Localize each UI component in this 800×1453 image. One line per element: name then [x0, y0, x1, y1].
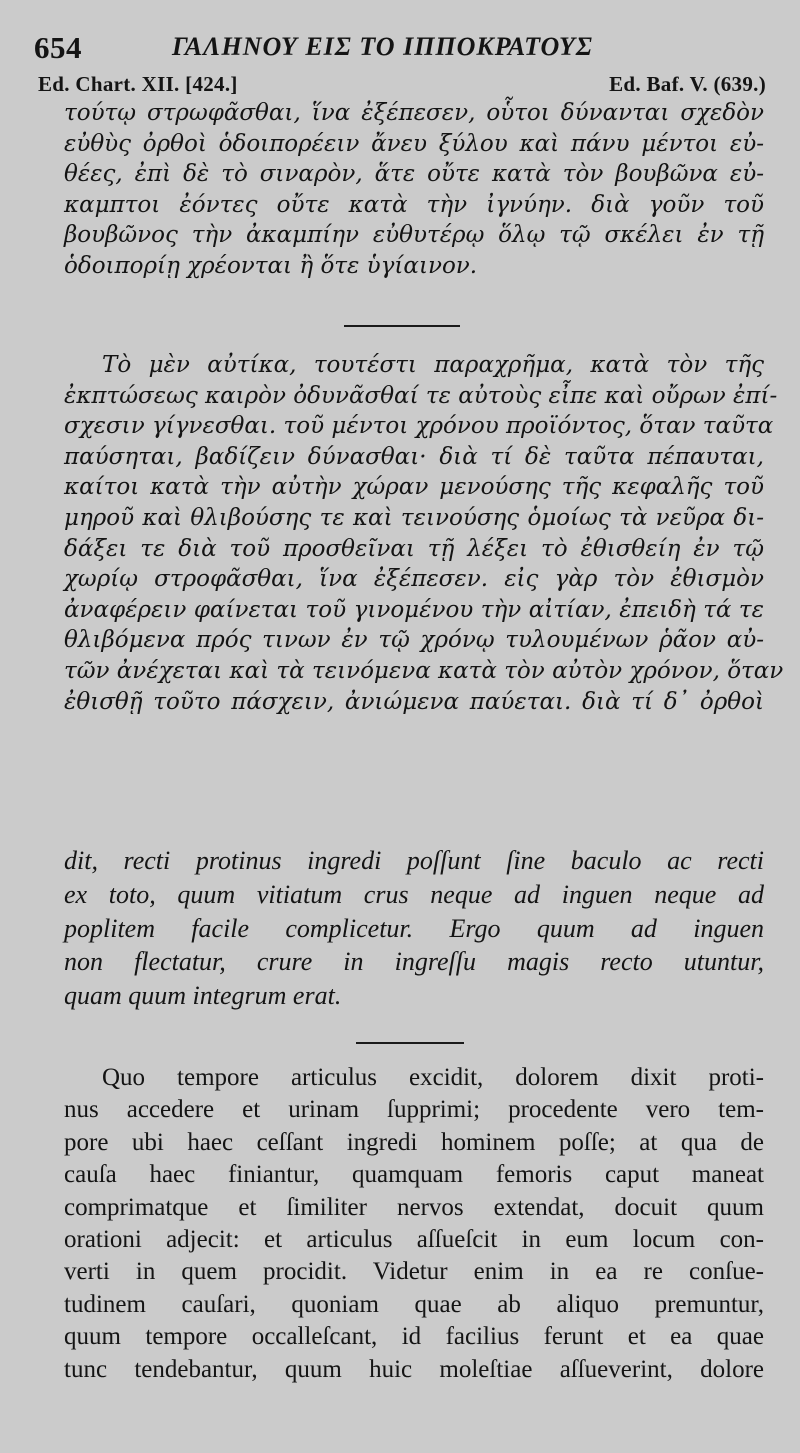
- text-line: εὐθὺς ὀρθοὶ ὁδοιπορέειν ἄνευ ξύλου καὶ πάνυ μέντοι εὐ-: [64, 130, 764, 157]
- section-divider: [356, 1042, 464, 1044]
- text-line: verti in quem procidit. Videtur enim in ea re conſue-: [64, 1258, 764, 1286]
- text-line: θέες, ἐπὶ δὲ τὸ σιναρὸν, ἅτε οὔτε κατὰ τὸν βουβῶνα εὐ-: [64, 161, 764, 188]
- text-line: ex toto, quum vitiatum crus neque ad inguen neque ad: [64, 879, 764, 909]
- text-line: χωρίῳ στροφᾶσθαι, ἵνα ἐξέπεσεν. εἰς γὰρ τὸν ἐθισμὸν: [64, 566, 764, 593]
- text-line: καίτοι κατὰ τὴν αὐτὴν χώραν μενούσης τῆς κεφαλῆς τοῦ: [64, 474, 764, 501]
- text-line: pore ubi haec ceſſant ingredi hominem poſſe; at qua de: [64, 1128, 764, 1156]
- text-line: comprimatque et ſimiliter nervos extendat, docuit quum: [64, 1193, 764, 1221]
- text-line: quum tempore occalleſcant, id facilius ferunt et ea quae: [64, 1323, 764, 1351]
- text-line: non flectatur, crure in ingreſſu magis recto utuntur,: [64, 947, 764, 977]
- text-line: ἀναφέρειν φαίνεται τοῦ γινομένου τὴν αἰτίαν, ἐπειδὴ τά τε: [64, 596, 764, 623]
- edition-reference-basel: Ed. Baf. V. (639.): [609, 72, 766, 96]
- text-line: ἐκπτώσεως καιρὸν ὀδυνᾶσθαί τε αὐτοὺς εἶπε καὶ οὔρων ἐπί-: [64, 382, 778, 409]
- text-line: dit, recti protinus ingredi poſſunt ſine baculo ac recti: [64, 846, 764, 875]
- text-line: βουβῶνος τὴν ἀκαμπίην εὐθυτέρῳ ὅλῳ τῷ σκέλει ἐν τῇ: [64, 222, 764, 249]
- page-number: 654: [34, 30, 82, 65]
- text-line: tunc tendebantur, quum huic moleſtiae aſſueverint, dolore: [64, 1355, 764, 1383]
- text-line: cauſa haec finiantur, quamquam femoris caput maneat: [64, 1161, 764, 1189]
- section-divider: [344, 325, 460, 327]
- text-line: τούτῳ στρωφᾶσθαι, ἵνα ἐξέπεσεν, οὗτοι δύνανται σχεδὸν: [64, 100, 764, 126]
- text-line: tudinem cauſari, quoniam quae ab aliquo premuntur,: [64, 1290, 764, 1318]
- text-line: ἐθισθῇ τοῦτο πάσχειν, ἀνιώμενα παύεται. διὰ τί δ᾽ ὀρθοὶ: [64, 688, 764, 715]
- text-line: quam quum integrum erat.: [64, 981, 342, 1011]
- edition-reference-chartier: Ed. Chart. XII. [424.]: [38, 72, 238, 96]
- running-title: ΓΑΛΗΝΟΥ ΕΙΣ ΤΟ ΙΠΠΟΚΡΑΤΟΥΣ: [172, 32, 593, 61]
- latin-translation-italic: [64, 844, 764, 1013]
- text-line: orationi adjecit: et articulus aſſueſcit in eum locum con-: [64, 1225, 764, 1253]
- text-line: μηροῦ καὶ θλιβούσης τε καὶ τεινούσης ὁμοίως τὰ νεῦρα δι-: [64, 504, 764, 531]
- text-line: καμπτοι ἐόντες οὔτε κατὰ τὴν ἰγνύην. διὰ γοῦν τοῦ: [64, 191, 764, 218]
- text-line: ὁδοιπορίῃ χρέονται ἢ ὅτε ὑγίαινον.: [64, 252, 478, 279]
- greek-commentary-paragraph: [64, 350, 784, 717]
- text-line: Τὸ μὲν αὐτίκα, τουτέστι παραχρῆμα, κατὰ τὸν τῆς: [102, 352, 764, 378]
- text-line: τῶν ἀνέχεται καὶ τὰ τεινόμενα κατὰ τὸν αὐτὸν χρόνον, ὅταν: [64, 657, 784, 684]
- text-line: Quo tempore articulus excidit, dolorem dixit proti-: [102, 1064, 764, 1091]
- text-line: παύσηται, βαδίζειν δύνασθαι· διὰ τί δὲ ταῦτα πέπαυται,: [64, 443, 764, 470]
- text-line: σχεσιν γίγνεσθαι. τοῦ μέντοι χρόνου προϊόντος, ὅταν ταῦτα: [64, 413, 774, 440]
- text-line: nus accedere et urinam ſupprimi; procedente vero tem-: [64, 1096, 764, 1124]
- greek-paragraph-continuation: [64, 98, 764, 282]
- text-line: δάξει τε διὰ τοῦ προσθεῖναι τῇ λέξει τὸ ἐθισθείη ἐν τῷ: [64, 535, 764, 562]
- text-line: poplitem facile complicetur. Ergo quum ad inguen: [64, 913, 764, 943]
- text-line: θλιβόμενα πρός τινων ἐν τῷ χρόνῳ τυλουμένων ῥᾶον αὐ-: [64, 627, 764, 654]
- latin-commentary-paragraph: [64, 1062, 764, 1386]
- page-header: [0, 0, 800, 100]
